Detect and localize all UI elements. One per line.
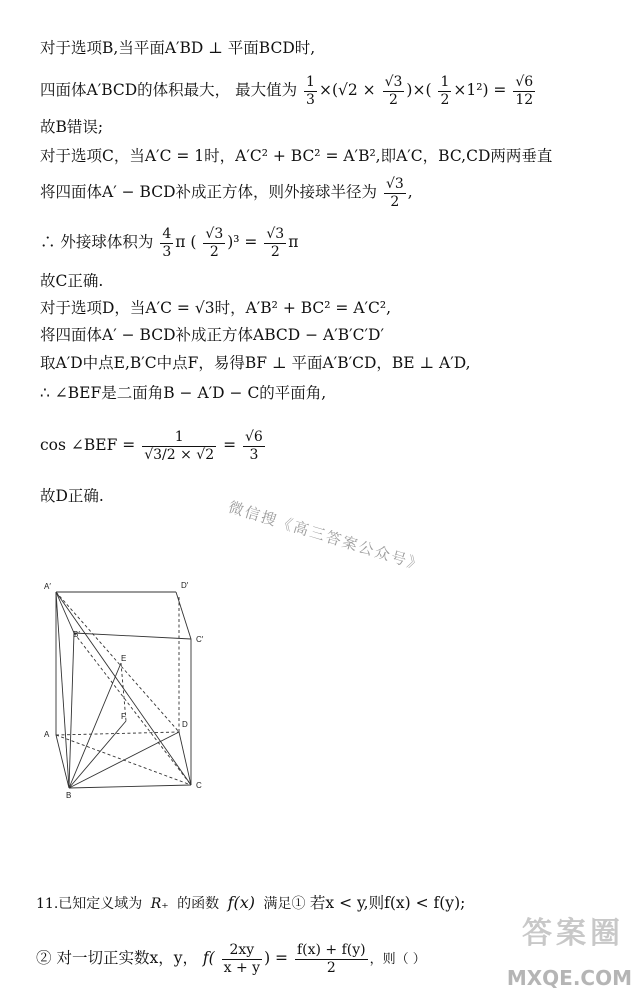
- label-a: A: [44, 730, 50, 739]
- label-e: E: [121, 654, 127, 663]
- line-option-d: 对于选项D，当A′C = √3时，A′B² + BC² = A′C²,: [40, 299, 392, 317]
- question-11-line-1: 11.已知定义域为 R₊ 的函数 f(x) 满足① 若x < y,则f(x) < f(y);: [36, 893, 466, 912]
- label-b-prime: B′: [73, 630, 80, 639]
- label-d: D: [182, 720, 188, 729]
- line-b-wrong: 故B错误;: [40, 118, 104, 136]
- line-sphere-volume: ∴ 外接球体积为 $\frac{4}{3}$ π ( $\frac{√3}{2}$ )³ = $\frac{√3}{2}$ π: [40, 225, 299, 260]
- line-c-correct: 故C正确.: [40, 272, 104, 290]
- corner-logo-main: 答案圈: [522, 916, 624, 951]
- line-midpoints: 取A′D中点E,B′C中点F，易得BF ⊥ 平面A′B′CD，BE ⊥ A′D,: [40, 354, 471, 372]
- watermark-text: 微信搜《高三答案公众号》: [226, 497, 427, 575]
- label-b: B: [66, 791, 72, 800]
- label-c-prime: C′: [196, 635, 204, 644]
- label-d-prime: D′: [181, 581, 189, 590]
- label-c: C: [196, 781, 202, 790]
- line-dihedral-angle: ∴ ∠BEF是二面角B − A′D − C的平面角,: [40, 384, 327, 402]
- line-option-c: 对于选项C，当A′C = 1时，A′C² + BC² = A′B²,即A′C，BC,CD两两垂直: [40, 147, 553, 165]
- line-option-b: 对于选项B,当平面A′BD ⊥ 平面BCD时,: [40, 39, 316, 57]
- corner-logo-sub: MXQE.COM: [506, 966, 632, 990]
- line-d-correct: 故D正确.: [40, 487, 104, 505]
- line-cos-bef: cos ∠BEF = $\frac{1}{√3/2 \times √2}$ = $\frac{√6}{3}$: [40, 428, 263, 463]
- corner-logo: [452, 912, 642, 1000]
- label-a-prime: A′: [44, 582, 51, 591]
- line-cube-completion: 将四面体A′ − BCD补成正方体ABCD − A′B′C′D′: [40, 326, 384, 344]
- cube-figure: [36, 575, 216, 800]
- label-f: F: [121, 712, 126, 721]
- question-11-line-2: ② 对一切正实数x，y， f( $\frac{2xy}{x + y}$ ) = $\frac{f(x) + f(y)}{2}$ ，则（ ）: [36, 941, 426, 976]
- line-volume-max: 四面体A′BCD的体积最大， 最大值为 $\frac{1}{3}$ ×(√2 × $\frac{√3}{2}$ )×( $\frac{1}{2}$ ×1²) = $\frac{√6}{12}$: [40, 73, 534, 108]
- line-circumradius: 将四面体A′ − BCD补成正方体，则外接球半径为 $\frac{√3}{2}$ ,: [40, 175, 413, 210]
